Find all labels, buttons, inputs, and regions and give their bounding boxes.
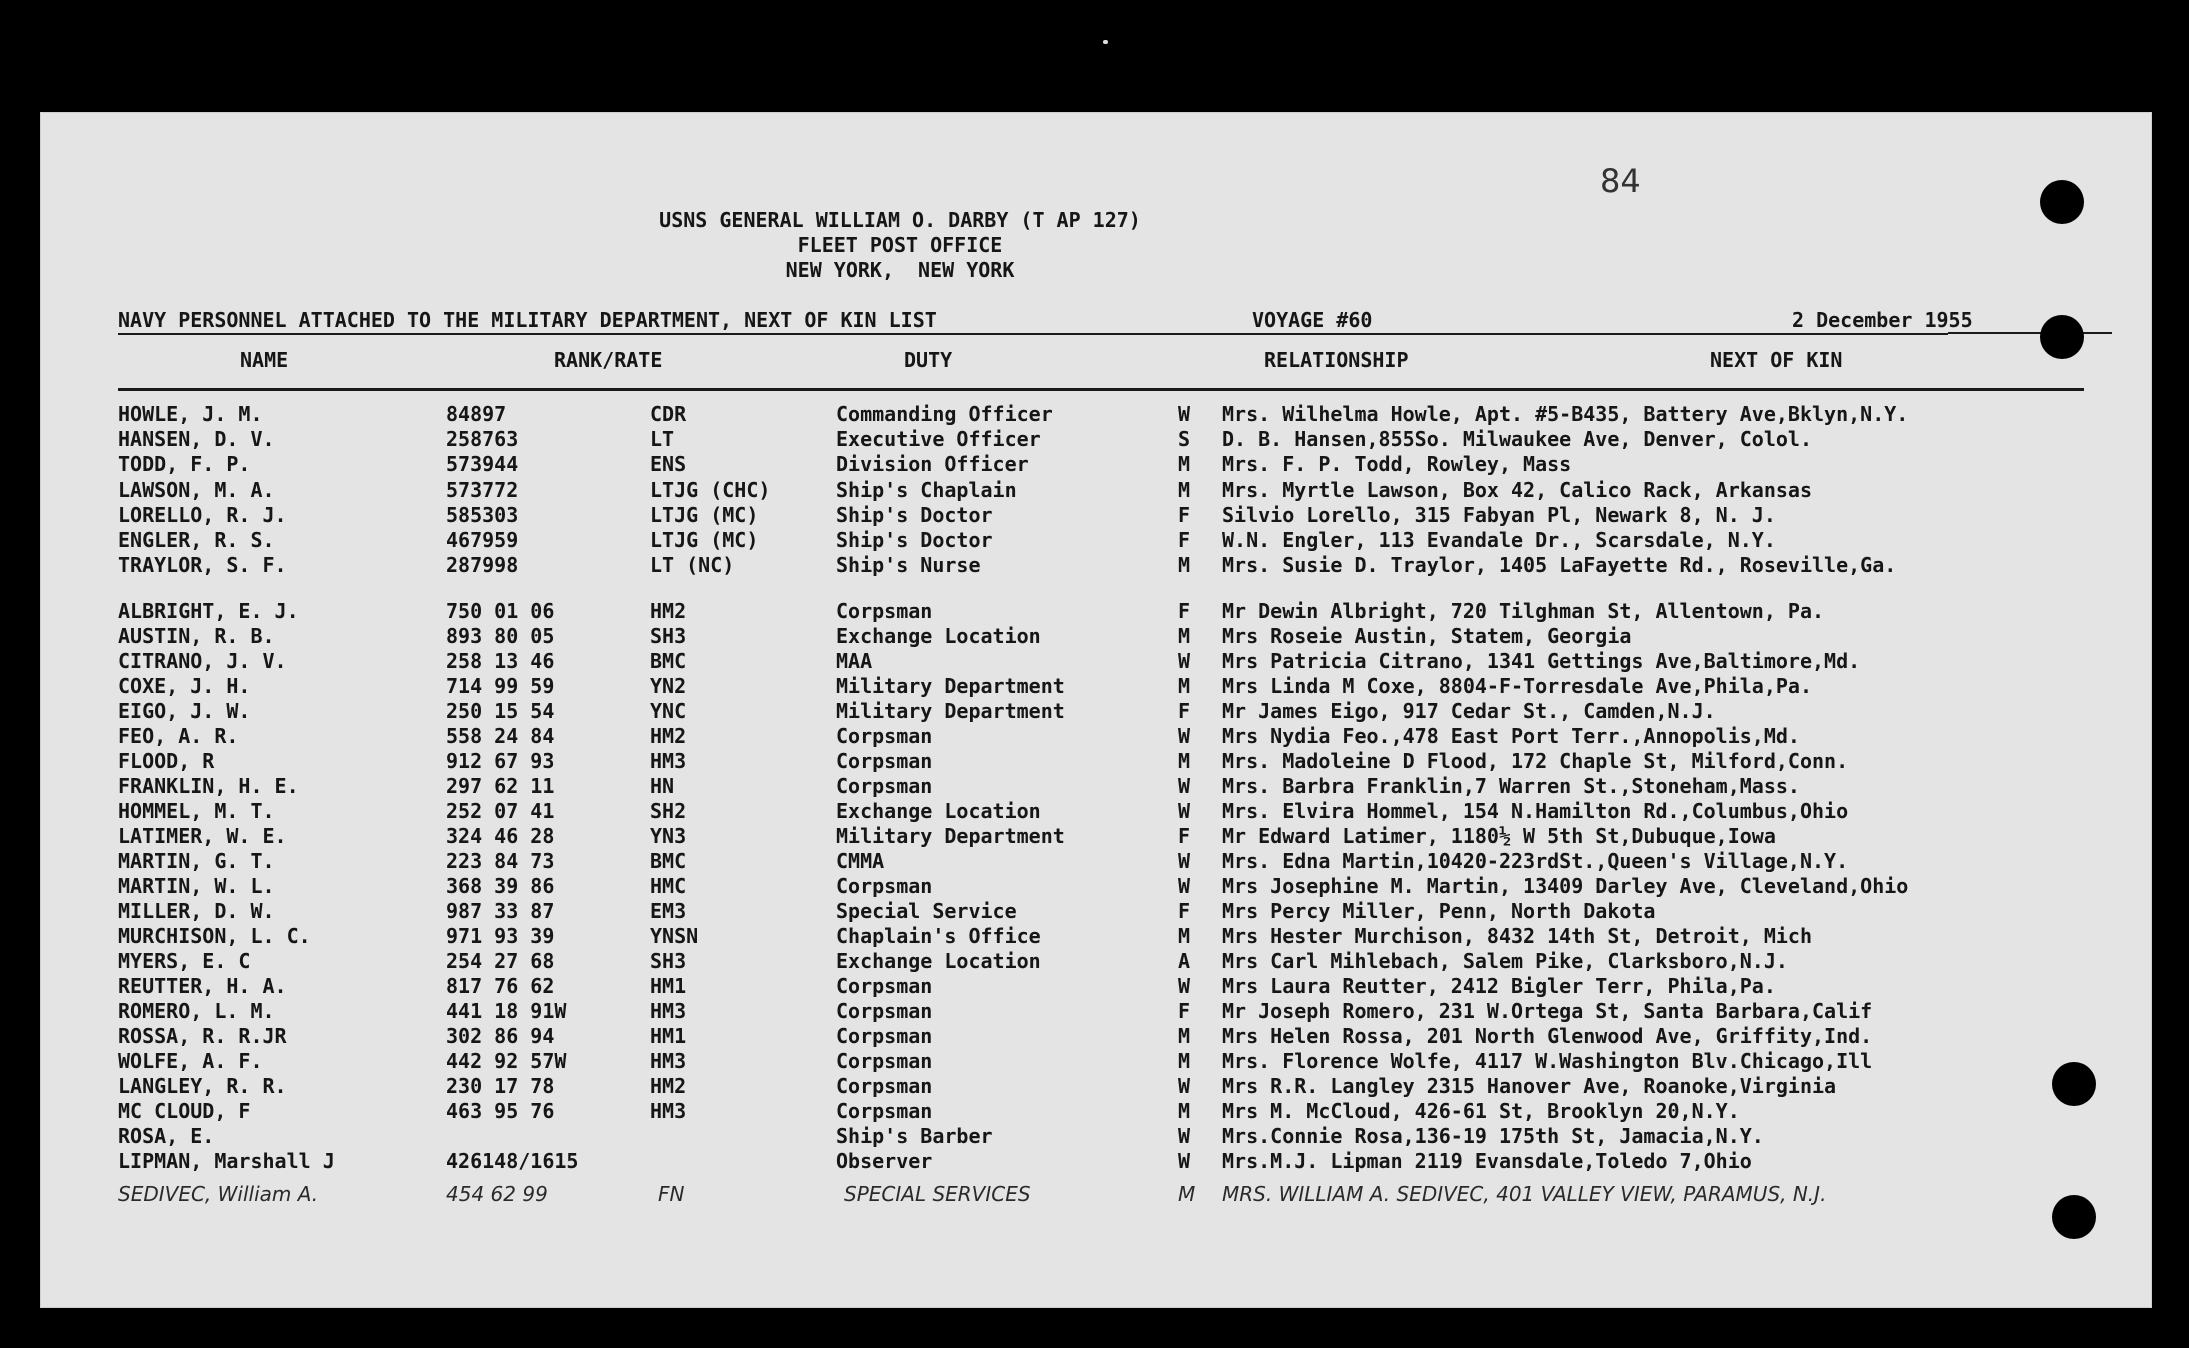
punch-hole	[2040, 315, 2084, 359]
row-relationship: M	[1178, 674, 1191, 698]
row-relationship: A	[1178, 949, 1191, 973]
row-rate: HM1	[650, 1024, 687, 1048]
row-next-of-kin: Mrs Percy Miller, Penn, North Dakota	[1222, 899, 1656, 923]
row-duty: Ship's Nurse	[836, 553, 981, 578]
row-rate: HM3	[650, 1099, 687, 1123]
row-rate: BMC	[650, 849, 687, 873]
row-relationship: W	[1178, 799, 1191, 823]
row-next-of-kin: Mrs. Florence Wolfe, 4117 W.Washington Blv.Chicago,Ill	[1222, 1049, 1873, 1073]
table-row	[40, 899, 2152, 924]
row-number: 250 15 54	[446, 699, 555, 723]
row-name: LORELLO, R. J.	[118, 502, 287, 527]
row-rate: HM3	[650, 1049, 687, 1073]
row-name: HOWLE, J. M.	[118, 402, 263, 426]
row-name: MYERS, E. C	[118, 949, 251, 973]
hand-rate: FN	[658, 1182, 685, 1206]
row-duty: Ship's Doctor	[836, 528, 993, 552]
row-duty: Division Officer	[836, 452, 1029, 477]
row-relationship: W	[1178, 774, 1191, 798]
ship-name: USNS GENERAL WILLIAM O. DARBY (T AP 127)	[659, 208, 1141, 232]
table-row	[40, 649, 2152, 674]
row-relationship: F	[1178, 699, 1191, 723]
row-next-of-kin: W.N. Engler, 113 Evandale Dr., Scarsdale, N.Y.	[1222, 528, 1776, 552]
row-duty: Corpsman	[836, 874, 933, 898]
row-rate: HN	[650, 774, 675, 798]
row-next-of-kin: Mrs Carl Mihlebach, Salem Pike, Clarksboro,N.J.	[1222, 949, 1788, 973]
row-duty: CMMA	[836, 849, 885, 873]
row-duty: Military Department	[836, 674, 1065, 698]
table-row	[40, 774, 2152, 799]
row-name: ROSA, E.	[118, 1124, 215, 1148]
row-number: 442 92 57W	[446, 1049, 567, 1073]
row-number: 258763	[446, 427, 519, 452]
row-relationship: W	[1178, 649, 1191, 673]
row-name: LIPMAN, Marshall J	[118, 1149, 335, 1173]
row-rate: ENS	[650, 452, 687, 477]
table-row	[40, 478, 2152, 503]
row-next-of-kin: Mr Edward Latimer, 1180½ W 5th St,Dubuque,Iowa	[1222, 824, 1776, 848]
row-next-of-kin: Mr Joseph Romero, 231 W.Ortega St, Santa Barbara,Calif	[1222, 999, 1873, 1023]
row-duty: Chaplain's Office	[836, 924, 1041, 948]
table-row	[40, 503, 2152, 528]
row-name: ENGLER, R. S.	[118, 528, 275, 552]
row-relationship: F	[1178, 824, 1191, 848]
personnel-list	[40, 112, 2152, 1308]
row-name: HOMMEL, M. T.	[118, 799, 275, 823]
table-row	[40, 924, 2152, 949]
table-row	[40, 699, 2152, 724]
row-duty: Exchange Location	[836, 624, 1041, 648]
col-relationship: RELATIONSHIP	[1264, 348, 1409, 372]
row-relationship: F	[1178, 899, 1191, 923]
row-name: LAWSON, M. A.	[118, 477, 275, 502]
hand-name: SEDIVEC, William A.	[118, 1182, 319, 1206]
row-relationship: W	[1178, 724, 1191, 748]
row-name: REUTTER, H. A.	[118, 974, 287, 998]
row-next-of-kin: Mrs Laura Reutter, 2412 Bigler Terr, Phila,Pa.	[1222, 974, 1776, 998]
punch-hole	[2040, 180, 2084, 224]
post-office: FLEET POST OFFICE	[797, 233, 1003, 257]
row-rate: LT (NC)	[650, 553, 735, 578]
row-next-of-kin: Mrs Patricia Citrano, 1341 Gettings Ave,Baltimore,Md.	[1222, 649, 1861, 673]
row-number: 573772	[446, 477, 519, 502]
table-row	[40, 1049, 2152, 1074]
row-rate: YNC	[650, 699, 687, 723]
row-next-of-kin: Mrs. F. P. Todd, Rowley, Mass	[1222, 452, 1572, 477]
row-name: AUSTIN, R. B.	[118, 624, 275, 648]
row-number: 324 46 28	[446, 824, 555, 848]
row-number: 585303	[446, 502, 519, 527]
table-row	[40, 528, 2152, 553]
row-rate: YNSN	[650, 924, 699, 948]
row-rate: SH2	[650, 799, 687, 823]
row-number: 714 99 59	[446, 674, 555, 698]
row-number: 297 62 11	[446, 774, 555, 798]
row-next-of-kin: Mrs. Barbra Franklin,7 Warren St.,Stoneham,Mass.	[1222, 774, 1800, 798]
row-name: ALBRIGHT, E. J.	[118, 599, 299, 623]
row-number: 426148/1615	[446, 1149, 579, 1173]
row-number: 287998	[446, 553, 519, 578]
hand-relationship: M	[1178, 1182, 1196, 1206]
row-duty: Ship's Doctor	[836, 502, 993, 527]
row-duty: Special Service	[836, 899, 1017, 923]
row-rate: YN3	[650, 824, 687, 848]
row-name: LANGLEY, R. R.	[118, 1074, 287, 1098]
row-next-of-kin: Mrs R.R. Langley 2315 Hanover Ave, Roanoke,Virginia	[1222, 1074, 1837, 1098]
col-rank-rate: RANK/RATE	[554, 348, 663, 372]
row-name: MURCHISON, L. C.	[118, 924, 311, 948]
table-row	[40, 1149, 2152, 1174]
row-rate: LTJG (MC)	[650, 528, 759, 552]
row-next-of-kin: Mrs. Elvira Hommel, 154 N.Hamilton Rd.,Columbus,Ohio	[1222, 799, 1849, 823]
row-relationship: W	[1178, 974, 1191, 998]
table-row	[40, 599, 2152, 624]
row-relationship: M	[1178, 624, 1191, 648]
row-duty: Corpsman	[836, 1024, 933, 1048]
row-rate: HM3	[650, 749, 687, 773]
row-duty: Ship's Chaplain	[836, 477, 1017, 502]
row-name: COXE, J. H.	[118, 674, 251, 698]
row-number: 558 24 84	[446, 724, 555, 748]
table-row	[40, 949, 2152, 974]
row-next-of-kin: Mrs. Wilhelma Howle, Apt. #5-B435, Battery Ave,Bklyn,N.Y.	[1222, 402, 1909, 426]
row-name: TRAYLOR, S. F.	[118, 553, 287, 578]
list-date: 2 December 1955	[1792, 308, 1973, 332]
row-rate: HMC	[650, 874, 687, 898]
table-row	[40, 624, 2152, 649]
row-number: 252 07 41	[446, 799, 555, 823]
row-next-of-kin: Mrs. Susie D. Traylor, 1405 LaFayette Rd., Roseville,Ga.	[1222, 553, 1897, 578]
row-number: 258 13 46	[446, 649, 555, 673]
row-relationship: F	[1178, 999, 1191, 1023]
row-duty: Ship's Barber	[836, 1124, 993, 1148]
row-number: 467959	[446, 528, 519, 552]
row-next-of-kin: Silvio Lorello, 315 Fabyan Pl, Newark 8, N. J.	[1222, 502, 1776, 527]
row-number: 463 95 76	[446, 1099, 555, 1123]
row-number: 441 18 91W	[446, 999, 567, 1023]
voyage-number: VOYAGE #60	[1252, 308, 1373, 332]
row-number: 84897	[446, 402, 507, 426]
row-relationship: W	[1178, 402, 1191, 426]
row-rate: HM2	[650, 724, 687, 748]
row-number: 302 86 94	[446, 1024, 555, 1048]
row-duty: Exchange Location	[836, 949, 1041, 973]
row-duty: Corpsman	[836, 724, 933, 748]
row-next-of-kin: Mrs Hester Murchison, 8432 14th St, Detroit, Mich	[1222, 924, 1813, 948]
row-next-of-kin: Mrs. Madoleine D Flood, 172 Chaple St, Milford,Conn.	[1222, 749, 1849, 773]
row-relationship: M	[1178, 924, 1191, 948]
punch-hole	[2052, 1062, 2096, 1106]
row-relationship: W	[1178, 1124, 1191, 1148]
row-relationship: W	[1178, 849, 1191, 873]
row-duty: Commanding Officer	[836, 402, 1053, 426]
row-name: CITRANO, J. V.	[118, 649, 287, 673]
table-row	[40, 402, 2152, 427]
list-title: NAVY PERSONNEL ATTACHED TO THE MILITARY DEPARTMENT, NEXT OF KIN LIST	[118, 308, 937, 332]
table-row	[40, 749, 2152, 774]
row-rate: HM3	[650, 999, 687, 1023]
row-number: 223 84 73	[446, 849, 555, 873]
row-relationship: F	[1178, 599, 1191, 623]
row-duty: Corpsman	[836, 599, 933, 623]
row-name: FEO, A. R.	[118, 724, 239, 748]
row-next-of-kin: Mrs Josephine M. Martin, 13409 Darley Ave, Cleveland,Ohio	[1222, 874, 1909, 898]
row-rate: HM1	[650, 974, 687, 998]
row-number: 987 33 87	[446, 899, 555, 923]
row-rate: LTJG (MC)	[650, 502, 759, 527]
row-duty: Corpsman	[836, 974, 933, 998]
row-name: FLOOD, R	[118, 749, 215, 773]
row-duty: Corpsman	[836, 774, 933, 798]
row-relationship: M	[1178, 1099, 1191, 1123]
table-row	[40, 1074, 2152, 1099]
row-duty: Corpsman	[836, 749, 933, 773]
row-number: 912 67 93	[446, 749, 555, 773]
row-next-of-kin: Mrs. Myrtle Lawson, Box 42, Calico Rack, Arkansas	[1222, 477, 1813, 502]
page-number: 84	[1600, 162, 1641, 200]
row-rate: EM3	[650, 899, 687, 923]
row-next-of-kin: Mrs. Edna Martin,10420-223rdSt.,Queen's Village,N.Y.	[1222, 849, 1849, 873]
table-row	[40, 674, 2152, 699]
table-row	[40, 1099, 2152, 1124]
table-row	[40, 1124, 2152, 1149]
row-rate: SH3	[650, 949, 687, 973]
col-next-of-kin: NEXT OF KIN	[1710, 348, 1843, 372]
row-duty: Exchange Location	[836, 799, 1041, 823]
table-row	[40, 974, 2152, 999]
row-duty: Corpsman	[836, 999, 933, 1023]
table-row	[40, 799, 2152, 824]
row-name: LATIMER, W. E.	[118, 824, 287, 848]
row-number: 254 27 68	[446, 949, 555, 973]
row-name: FRANKLIN, H. E.	[118, 774, 299, 798]
row-relationship: M	[1178, 1024, 1191, 1048]
row-number: 817 76 62	[446, 974, 555, 998]
row-next-of-kin: Mr James Eigo, 917 Cedar St., Camden,N.J.	[1222, 699, 1716, 723]
row-duty: Corpsman	[836, 1074, 933, 1098]
punch-hole	[2052, 1195, 2096, 1239]
col-name: NAME	[240, 348, 289, 372]
dust-speck	[1103, 40, 1108, 44]
row-number: 893 80 05	[446, 624, 555, 648]
table-row	[40, 427, 2152, 452]
row-duty: MAA	[836, 649, 873, 673]
row-name: WOLFE, A. F.	[118, 1049, 263, 1073]
row-number: 230 17 78	[446, 1074, 555, 1098]
col-duty: DUTY	[904, 348, 953, 372]
handwritten-row	[40, 1182, 2152, 1207]
row-rate: LTJG (CHC)	[650, 477, 771, 502]
row-relationship: S	[1178, 427, 1191, 452]
row-number: 971 93 39	[446, 924, 555, 948]
row-rate: HM2	[650, 1074, 687, 1098]
row-rate: LT	[650, 427, 675, 452]
row-duty: Military Department	[836, 824, 1065, 848]
row-relationship: F	[1178, 502, 1191, 527]
row-rate: BMC	[650, 649, 687, 673]
row-name: TODD, F. P.	[118, 452, 251, 477]
document-page	[40, 112, 2152, 1308]
row-duty: Observer	[836, 1149, 933, 1173]
row-name: MC CLOUD, F	[118, 1099, 251, 1123]
row-next-of-kin: Mrs Nydia Feo.,478 East Port Terr.,Annopolis,Md.	[1222, 724, 1800, 748]
row-relationship: W	[1178, 1074, 1191, 1098]
row-relationship: M	[1178, 1049, 1191, 1073]
row-next-of-kin: Mrs.Connie Rosa,136-19 175th St, Jamacia,N.Y.	[1222, 1124, 1764, 1148]
row-relationship: W	[1178, 874, 1191, 898]
row-next-of-kin: Mrs.M.J. Lipman 2119 Evansdale,Toledo 7,Ohio	[1222, 1149, 1752, 1173]
table-row	[40, 874, 2152, 899]
row-number: 573944	[446, 452, 519, 477]
table-row	[40, 452, 2152, 477]
table-row	[40, 724, 2152, 749]
row-relationship: M	[1178, 477, 1191, 502]
row-name: MARTIN, G. T.	[118, 849, 275, 873]
row-next-of-kin: Mrs M. McCloud, 426-61 St, Brooklyn 20,N.Y.	[1222, 1099, 1740, 1123]
row-next-of-kin: Mrs Roseie Austin, Statem, Georgia	[1222, 624, 1632, 648]
hand-next-of-kin: MRS. WILLIAM A. SEDIVEC, 401 VALLEY VIEW, PARAMUS, N.J.	[1222, 1182, 1827, 1206]
row-rate: YN2	[650, 674, 687, 698]
table-row	[40, 553, 2152, 578]
row-duty: Executive Officer	[836, 427, 1041, 452]
row-relationship: M	[1178, 749, 1191, 773]
row-rate: HM2	[650, 599, 687, 623]
row-name: ROMERO, L. M.	[118, 999, 275, 1023]
row-rate: SH3	[650, 624, 687, 648]
table-row	[40, 849, 2152, 874]
row-next-of-kin: D. B. Hansen,855So. Milwaukee Ave, Denver, Colol.	[1222, 427, 1813, 452]
row-number: 368 39 86	[446, 874, 555, 898]
table-row	[40, 824, 2152, 849]
row-next-of-kin: Mr Dewin Albright, 720 Tilghman St, Allentown, Pa.	[1222, 599, 1825, 623]
row-name: MILLER, D. W.	[118, 899, 275, 923]
hand-number: 454 62 99	[446, 1182, 548, 1206]
row-duty: Corpsman	[836, 1049, 933, 1073]
table-row	[40, 1024, 2152, 1049]
hand-duty: SPECIAL SERVICES	[844, 1182, 1031, 1206]
row-next-of-kin: Mrs Linda M Coxe, 8804-F-Torresdale Ave,Phila,Pa.	[1222, 674, 1813, 698]
row-next-of-kin: Mrs Helen Rossa, 201 North Glenwood Ave, Griffity,Ind.	[1222, 1024, 1873, 1048]
row-name: ROSSA, R. R.JR	[118, 1024, 287, 1048]
row-duty: Military Department	[836, 699, 1065, 723]
row-number: 750 01 06	[446, 599, 555, 623]
row-relationship: F	[1178, 528, 1191, 552]
row-name: EIGO, J. W.	[118, 699, 251, 723]
row-name: MARTIN, W. L.	[118, 874, 275, 898]
row-relationship: M	[1178, 452, 1191, 477]
city: NEW YORK, NEW YORK	[785, 258, 1015, 282]
table-row	[40, 999, 2152, 1024]
row-rate: CDR	[650, 402, 687, 426]
row-relationship: M	[1178, 553, 1191, 578]
row-duty: Corpsman	[836, 1099, 933, 1123]
row-relationship: W	[1178, 1149, 1191, 1173]
row-name: HANSEN, D. V.	[118, 427, 275, 452]
